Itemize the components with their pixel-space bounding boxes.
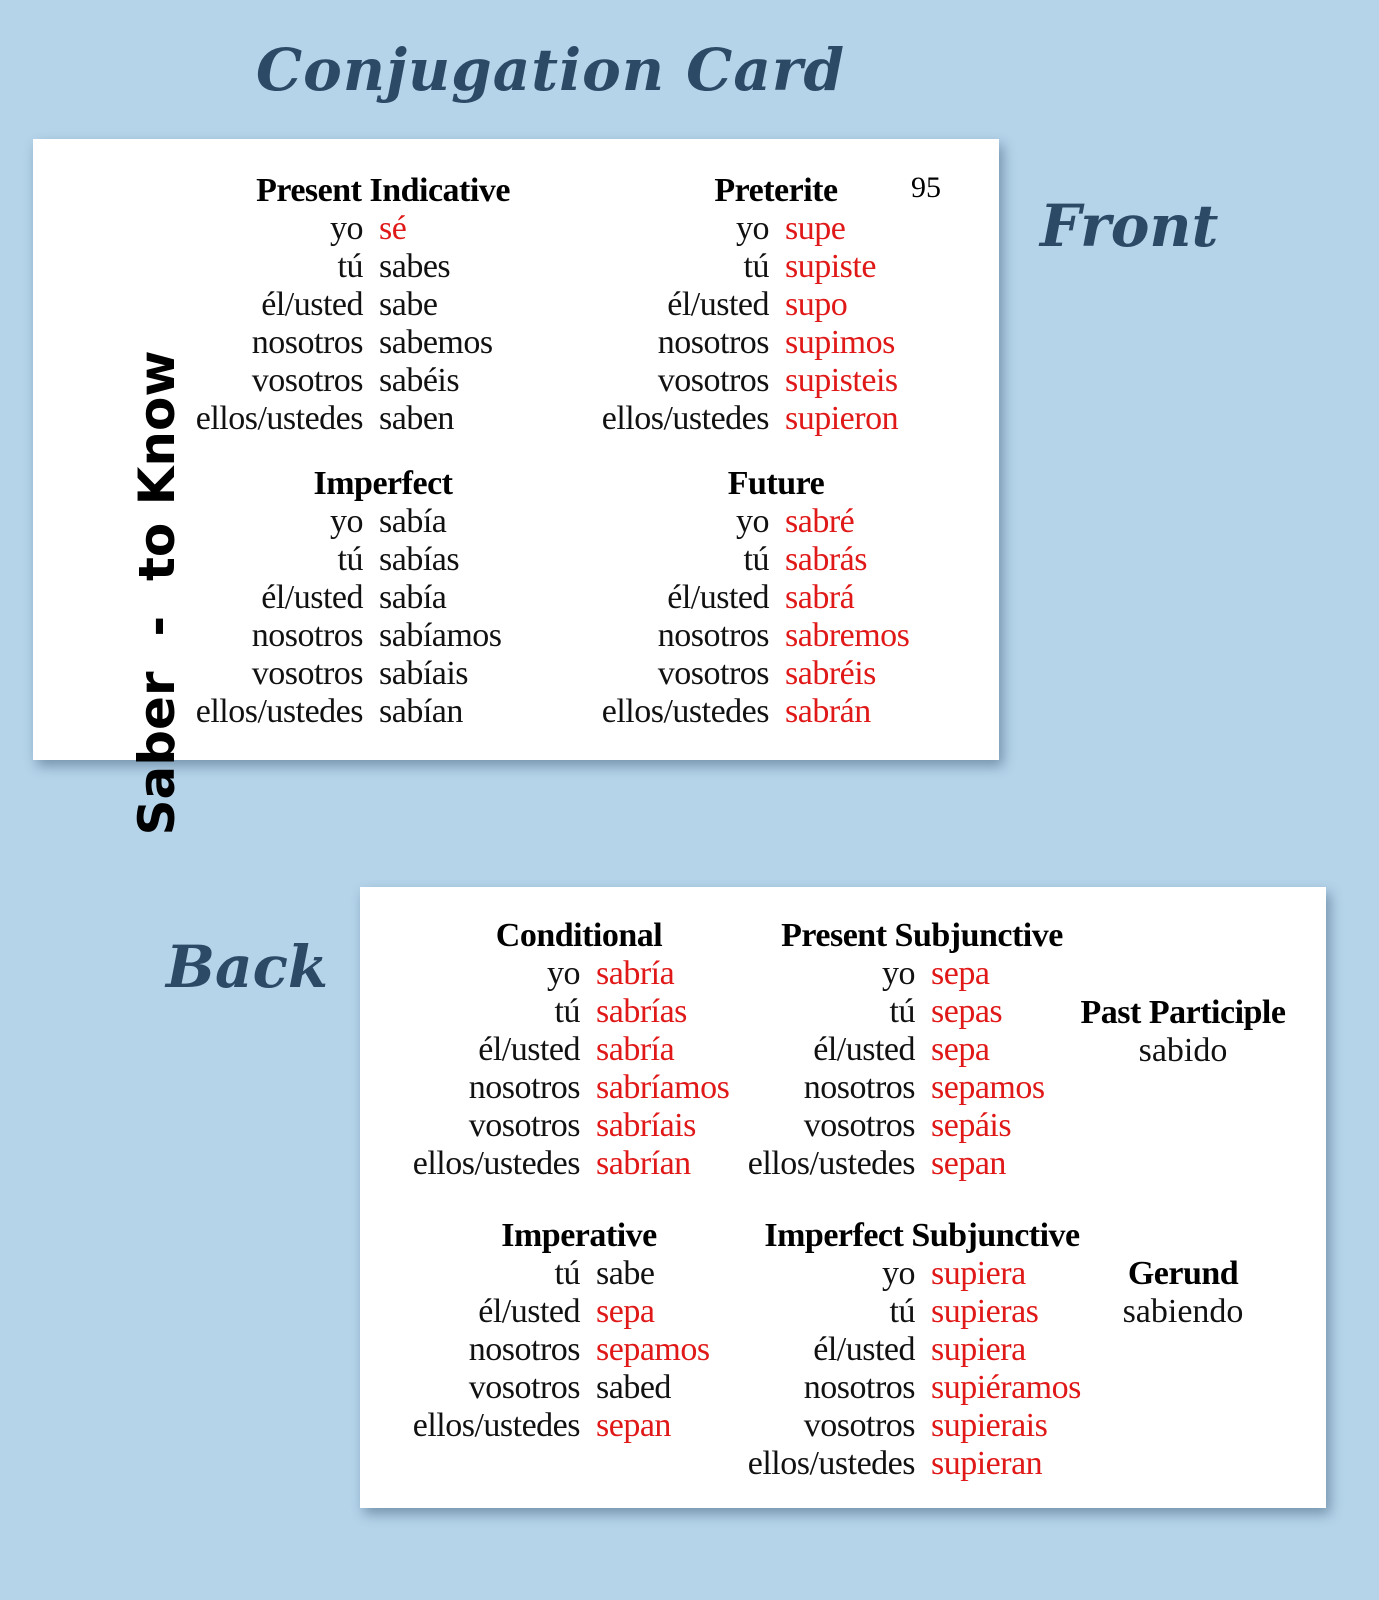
pronoun: yo <box>330 210 363 247</box>
regular-form: saben <box>379 400 454 437</box>
pronoun: nosotros <box>468 1069 580 1106</box>
pronoun: ellos/ustedes <box>195 693 363 730</box>
pronoun: vosotros <box>251 362 363 399</box>
verb-title: Saber - to Know <box>128 350 186 836</box>
regular-form: sabéis <box>379 362 460 399</box>
irregular-form: supe <box>785 210 846 247</box>
irregular-form: supimos <box>785 324 895 361</box>
irregular-form: sepa <box>931 1031 990 1068</box>
irregular-form: sé <box>379 210 407 247</box>
irregular-form: supieras <box>931 1293 1039 1330</box>
regular-form: sabían <box>379 693 463 730</box>
irregular-form: supiera <box>931 1255 1026 1292</box>
pronoun: nosotros <box>657 617 769 654</box>
irregular-form: supiera <box>931 1331 1026 1368</box>
back-card <box>360 887 1326 1508</box>
regular-form: sabe <box>379 286 438 323</box>
pronoun: yo <box>330 503 363 540</box>
irregular-form: sabríamos <box>596 1069 730 1106</box>
irregular-form: sabríais <box>596 1107 696 1144</box>
regular-form: sabía <box>379 503 447 540</box>
pronoun: tú <box>743 541 769 578</box>
pronoun: vosotros <box>468 1107 580 1144</box>
irregular-form: sabrían <box>596 1145 691 1182</box>
pronoun: tú <box>743 248 769 285</box>
pronoun: nosotros <box>468 1331 580 1368</box>
pronoun: tú <box>337 541 363 578</box>
pronoun: nosotros <box>251 324 363 361</box>
pronoun: él/usted <box>813 1331 915 1368</box>
pronoun: ellos/ustedes <box>412 1145 580 1182</box>
gerund <box>1123 1255 1244 1331</box>
regular-form: sabía <box>379 579 447 616</box>
irregular-form: sepa <box>596 1293 655 1330</box>
regular-form: sabed <box>596 1369 671 1406</box>
back-label: Back <box>166 933 329 1001</box>
gerund-value: sabiendo <box>1122 1293 1244 1330</box>
irregular-form: supisteis <box>785 362 898 399</box>
irregular-form: sabrías <box>596 993 687 1030</box>
irregular-form: sepamos <box>931 1069 1045 1106</box>
tense-title: Imperfect Subjunctive <box>764 1217 1080 1254</box>
pronoun: yo <box>882 1255 915 1292</box>
irregular-form: supieran <box>931 1445 1043 1482</box>
past-participle <box>1081 994 1286 1070</box>
pronoun: ellos/ustedes <box>412 1407 580 1444</box>
pronoun: él/usted <box>261 286 363 323</box>
tense-title: Preterite <box>714 172 838 209</box>
irregular-form: sabréis <box>785 655 876 692</box>
irregular-form: sabrás <box>785 541 867 578</box>
pronoun: vosotros <box>657 655 769 692</box>
gerund-title: Gerund <box>1127 1255 1239 1292</box>
irregular-form: supiste <box>785 248 876 285</box>
irregular-form: sabría <box>596 1031 675 1068</box>
pronoun: vosotros <box>251 655 363 692</box>
pronoun: yo <box>736 210 769 247</box>
front-label: Front <box>1040 192 1219 260</box>
pronoun: nosotros <box>657 324 769 361</box>
pronoun: él/usted <box>813 1031 915 1068</box>
pronoun: vosotros <box>803 1107 915 1144</box>
pronoun: él/usted <box>478 1031 580 1068</box>
tense-title: Future <box>727 465 825 502</box>
pronoun: él/usted <box>478 1293 580 1330</box>
card-number: 95 <box>911 171 941 204</box>
irregular-form: supo <box>785 286 848 323</box>
pronoun: tú <box>889 993 915 1030</box>
irregular-form: sabré <box>785 503 855 540</box>
past-participle-value: sabido <box>1138 1032 1228 1069</box>
pronoun: nosotros <box>251 617 363 654</box>
page-title: Conjugation Card <box>256 36 846 104</box>
pronoun: él/usted <box>667 579 769 616</box>
irregular-form: sabrá <box>785 579 855 616</box>
tense-title: Imperative <box>501 1217 657 1254</box>
irregular-form: supieron <box>785 400 899 437</box>
irregular-form: sepas <box>931 993 1003 1030</box>
irregular-form: sabremos <box>785 617 910 654</box>
regular-form: sabías <box>379 541 460 578</box>
tense-title: Present Indicative <box>256 172 510 209</box>
irregular-form: sepamos <box>596 1331 710 1368</box>
pronoun: tú <box>889 1293 915 1330</box>
tense-title: Present Subjunctive <box>781 917 1063 954</box>
regular-form: sabe <box>596 1255 655 1292</box>
pronoun: él/usted <box>667 286 769 323</box>
pronoun: ellos/ustedes <box>747 1445 915 1482</box>
pronoun: ellos/ustedes <box>195 400 363 437</box>
regular-form: sabíais <box>379 655 469 692</box>
irregular-form: supiéramos <box>931 1369 1081 1406</box>
irregular-form: sabrán <box>785 693 871 730</box>
pronoun: ellos/ustedes <box>601 400 769 437</box>
irregular-form: sepan <box>596 1407 671 1444</box>
pronoun: tú <box>554 993 580 1030</box>
pronoun: vosotros <box>468 1369 580 1406</box>
pronoun: tú <box>554 1255 580 1292</box>
irregular-form: supierais <box>931 1407 1048 1444</box>
irregular-form: sabría <box>596 955 675 992</box>
irregular-form: sepa <box>931 955 990 992</box>
past-participle-title: Past Participle <box>1080 994 1286 1031</box>
pronoun: ellos/ustedes <box>601 693 769 730</box>
tense-title: Conditional <box>495 917 663 954</box>
pronoun: yo <box>547 955 580 992</box>
pronoun: nosotros <box>803 1069 915 1106</box>
pronoun: ellos/ustedes <box>747 1145 915 1182</box>
pronoun: nosotros <box>803 1369 915 1406</box>
pronoun: tú <box>337 248 363 285</box>
front-card <box>33 139 999 836</box>
regular-form: sabes <box>379 248 451 285</box>
pronoun: yo <box>736 503 769 540</box>
irregular-form: sepan <box>931 1145 1006 1182</box>
regular-form: sabíamos <box>379 617 502 654</box>
pronoun: yo <box>882 955 915 992</box>
tense-title: Imperfect <box>313 465 453 502</box>
regular-form: sabemos <box>379 324 493 361</box>
pronoun: vosotros <box>803 1407 915 1444</box>
pronoun: vosotros <box>657 362 769 399</box>
pronoun: él/usted <box>261 579 363 616</box>
irregular-form: sepáis <box>931 1107 1012 1144</box>
